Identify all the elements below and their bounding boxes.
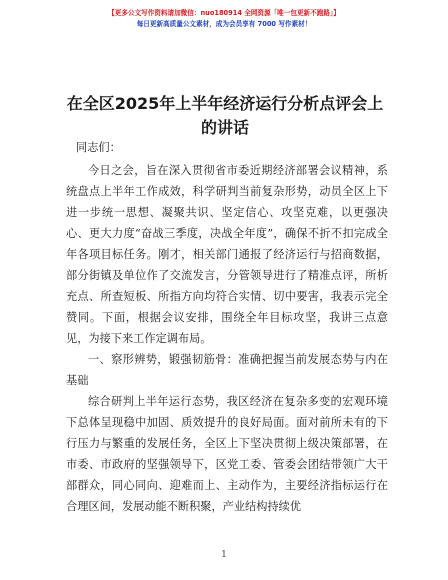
promo-banner-line-1: 【更多公文写作资料请加微信：nuo180914 全网资源「唯一包更新不跑路」】: [108, 9, 340, 17]
document-body: [66, 137, 388, 517]
page-number: 1: [221, 550, 227, 560]
promo-banner-line-2: 每日更新高质量公文素材，成为会员享有 7000 写作素材！: [136, 20, 312, 28]
paragraph-analysis: 综合研判上半年运行态势，我区经济在复杂多变的宏观环境下总体呈现稳中加固、质效提升的良好局面。面对前所未有的下行压力与繁重的发展任务，全区上下坚决贯彻上级决策部署，在市委、市政府的坚强领导下，区党工委、管委会团结带领广大干部群众，同心同向、迎难而上、主动作为，主要经济指标运行在合理区间，发展动能不断积聚，产业结构持续优: [66, 395, 388, 513]
section-heading-1: 一、察形辨势，锻强韧筋骨：准确把握当前发展态势与内在基础: [66, 353, 388, 387]
paragraph-intro: 今日之会，旨在深入贯彻省市委近期经济部署会议精神，系统盘点上半年工作成效，科学研判当前复杂形势，动员全区上下进一步统一思想、凝聚共识、坚定信心、攻坚克难，以更强决心、更大力度“奋战三季度，决战全年度”，确保不折不扣完成全年各项目标任务。刚才，相关部门通报了经济运行与招商数据，部分街镇及单位作了交流发言，分管领导进行了精准点评，所析充点、所查短板、所指方向均符合实情、切中要害，我表示完全赞同。下面，根据会议安排，围绕全年目标攻坚，我讲三点意见，为接下来工作定调布局。: [66, 164, 388, 345]
document-title: 在全区2025年上半年经济运行分析点评会上的讲话: [66, 94, 384, 137]
salutation: 同志们：: [76, 141, 121, 154]
